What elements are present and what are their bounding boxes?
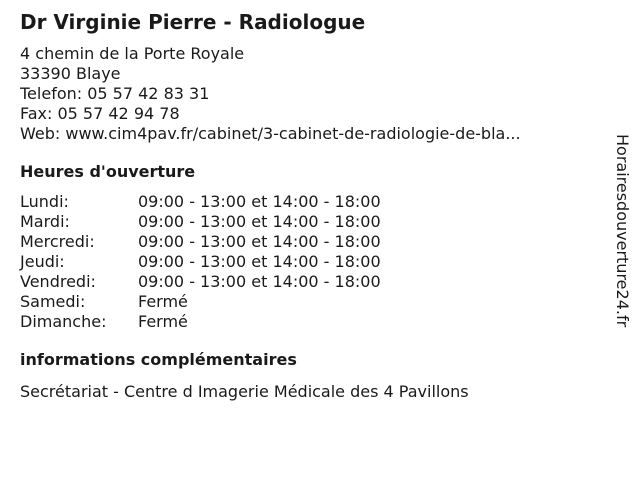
phone-number[interactable]: Telefon: 05 57 42 83 31 — [20, 84, 210, 103]
day-label: Mardi: — [20, 212, 70, 231]
day-label: Samedi: — [20, 292, 86, 311]
hours-row-monday — [20, 192, 590, 212]
business-title: Dr Virginie Pierre - Radiologue — [20, 10, 366, 34]
day-label: Dimanche: — [20, 312, 107, 331]
website-link[interactable]: Web: www.cim4pav.fr/cabinet/3-cabinet-de-radiologie-de-bla... — [20, 124, 521, 143]
city-address: 33390 Blaye — [20, 64, 121, 83]
hours-value: 09:00 - 13:00 et 14:00 - 18:00 — [138, 232, 381, 251]
hours-row-sunday — [20, 312, 590, 332]
info-text: Secrétariat - Centre d Imagerie Médicale des 4 Pavillons — [20, 382, 469, 401]
street-address: 4 chemin de la Porte Royale — [20, 44, 245, 63]
hours-value: 09:00 - 13:00 et 14:00 - 18:00 — [138, 192, 381, 211]
hours-value: 09:00 - 13:00 et 14:00 - 18:00 — [138, 212, 381, 231]
hours-row-wednesday — [20, 232, 590, 252]
hours-row-thursday — [20, 252, 590, 272]
day-label: Jeudi: — [20, 252, 65, 271]
day-label: Mercredi: — [20, 232, 95, 251]
hours-value: 09:00 - 13:00 et 14:00 - 18:00 — [138, 272, 381, 291]
contact-block — [20, 44, 590, 144]
info-heading: informations complémentaires — [20, 350, 297, 369]
hours-heading: Heures d'ouverture — [20, 162, 196, 181]
hours-value: Fermé — [138, 312, 188, 331]
hours-value: Fermé — [138, 292, 188, 311]
hours-value: 09:00 - 13:00 et 14:00 - 18:00 — [138, 252, 381, 271]
hours-row-saturday — [20, 292, 590, 312]
business-card — [20, 10, 590, 402]
hours-table — [20, 192, 590, 332]
fax-number: Fax: 05 57 42 94 78 — [20, 104, 180, 123]
day-label: Vendredi: — [20, 272, 96, 291]
site-watermark: Horairesdouverture24.fr — [613, 134, 632, 328]
hours-row-tuesday — [20, 212, 590, 232]
hours-row-friday — [20, 272, 590, 292]
day-label: Lundi: — [20, 192, 69, 211]
